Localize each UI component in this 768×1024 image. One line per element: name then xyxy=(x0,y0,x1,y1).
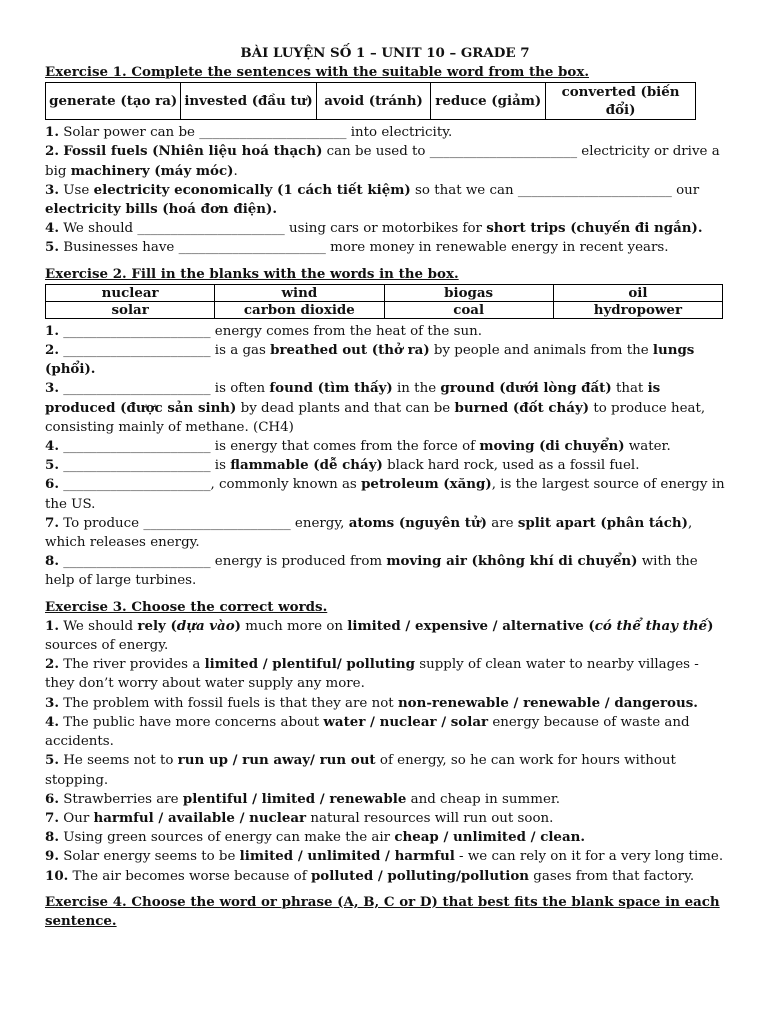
ex3-sentence-2 xyxy=(45,655,725,693)
exercise-2-heading: Exercise 2. Fill in the blanks with the words in the box. xyxy=(45,265,459,282)
sentence-text: water. xyxy=(624,439,671,455)
sentence-text: with the help of large turbines. xyxy=(45,554,698,589)
sentence-text: Solar power can be xyxy=(58,125,200,141)
word-box-cell: converted (biến đổi) xyxy=(546,83,696,120)
ex2-sentence-8 xyxy=(45,552,725,590)
sentence-text: natural resources will run out soon. xyxy=(306,810,554,826)
vocab-bold: atoms (nguyên tử) xyxy=(348,514,487,531)
vocab-bold: electricity economically (1 cách tiết kiệm) xyxy=(93,181,411,198)
word-box-cell: generate (tạo ra) xyxy=(46,83,181,120)
word-box-cell: avoid (tránh) xyxy=(316,83,431,120)
vocab-bold: moving (di chuyển) xyxy=(479,438,625,455)
ex3-sentence-5 xyxy=(45,751,725,789)
word-box-cell: oil xyxy=(553,284,722,301)
word-choices[interactable]: limited / unlimited / harmful xyxy=(239,848,455,865)
vocab-bold: petroleum (xăng) xyxy=(361,476,492,493)
sentence-text: and cheap in summer. xyxy=(406,791,561,807)
word-box-cell: hydropower xyxy=(553,301,722,318)
ex2-sentence-4 xyxy=(45,437,725,456)
sentence-text: are xyxy=(486,515,518,531)
item-number: 3. xyxy=(45,380,59,397)
word-choices[interactable]: harmful / available / nuclear xyxy=(93,809,307,826)
sentence-text: by dead plants and that can be xyxy=(236,400,455,416)
answer-blank[interactable]: ______________________ xyxy=(137,221,285,237)
sentence-text: sources of energy. xyxy=(45,638,169,654)
exercise-4-heading: Exercise 4. Choose the word or phrase (A, B, C or D) that best fits the blank space in each sentence. xyxy=(45,893,720,929)
vocab-bold: lungs (phổi). xyxy=(45,342,695,378)
vocab-bold: breathed out (thở ra) xyxy=(270,342,430,359)
answer-blank[interactable]: ______________________ xyxy=(178,240,326,256)
vocab-bold: machinery (máy móc) xyxy=(70,162,234,179)
ex2-sentence-3 xyxy=(45,379,725,437)
item-number: 8. xyxy=(45,829,59,846)
sentence-text: energy is produced from xyxy=(210,554,387,570)
ex1-sentence-3 xyxy=(45,181,725,219)
sentence-text: Our xyxy=(58,810,94,826)
item-number: 2. xyxy=(45,143,59,160)
sentence-text: The river provides a xyxy=(58,657,205,673)
word-box-cell: carbon dioxide xyxy=(215,301,384,318)
item-number: 9. xyxy=(45,848,59,865)
item-number: 4. xyxy=(45,220,59,237)
sentence-text: energy, xyxy=(290,515,349,531)
item-number: 1. xyxy=(45,124,59,141)
sentence-text: by people and animals from the xyxy=(429,343,653,359)
word-box-cell: nuclear xyxy=(46,284,215,301)
sentence-text: that xyxy=(611,381,648,397)
item-number: 5. xyxy=(45,457,59,474)
exercise-3-heading: Exercise 3. Choose the correct words. xyxy=(45,598,328,615)
vocab-bold: is produced (được sản sinh) xyxy=(45,380,661,416)
sentence-text: much more on xyxy=(241,618,348,634)
sentence-text: of energy, so he can work for hours without stopping. xyxy=(45,753,676,788)
item-number: 3. xyxy=(45,694,59,711)
ex2-sentence-6 xyxy=(45,475,725,513)
sentence-text: Strawberries are xyxy=(58,791,183,807)
item-number: 4. xyxy=(45,438,59,455)
sentence-text: Businesses have xyxy=(58,240,179,256)
word-box-cell: solar xyxy=(46,301,215,318)
answer-blank[interactable]: ______________________ xyxy=(63,343,211,359)
sentence-text: energy because of waste and accidents. xyxy=(45,714,690,750)
sentence-text: , commonly known as xyxy=(210,477,362,493)
sentence-text: is a gas xyxy=(210,343,271,359)
word-choices[interactable]: non-renewable / renewable / dangerous. xyxy=(397,694,698,711)
ex3-sentence-10 xyxy=(45,867,725,886)
ex3-sentence-7 xyxy=(45,809,725,828)
word-choices[interactable]: limited / plentiful/ polluting xyxy=(204,656,415,673)
worksheet-title: BÀI LUYỆN SỐ 1 – UNIT 10 – GRADE 7 xyxy=(240,45,530,61)
sentence-text: - we can rely on it for a very long time. xyxy=(454,849,724,865)
vocab-bold: flammable (dễ cháy) xyxy=(230,457,383,474)
answer-blank[interactable]: ______________________ xyxy=(143,515,291,531)
sentence-text: The public have more concerns about xyxy=(58,714,324,730)
sentence-text: can be used to xyxy=(322,144,430,160)
ex3-sentence-4 xyxy=(45,713,725,751)
sentence-text: more money in renewable energy in recent years. xyxy=(325,240,669,256)
word-box-cell: biogas xyxy=(384,284,553,301)
answer-blank[interactable]: ______________________ xyxy=(63,323,211,339)
ex2-sentence-5 xyxy=(45,456,725,475)
ex3-sentence-9 xyxy=(45,847,725,866)
sentence-text: , is the largest source of energy in the US. xyxy=(45,477,725,512)
ex1-sentence-4 xyxy=(45,219,725,238)
sentence-text: using cars or motorbikes for xyxy=(284,221,487,237)
vocab-bold: ) xyxy=(707,617,714,634)
word-box-cell: reduce (giảm) xyxy=(431,83,546,120)
ex1-sentence-1 xyxy=(45,123,725,142)
answer-blank[interactable]: ______________________ xyxy=(429,144,578,160)
ex2-sentence-7 xyxy=(45,514,725,552)
vocab-bold: Fossil fuels (Nhiên liệu hoá thạch) xyxy=(63,143,323,160)
sentence-text: The problem with fossil fuels is that they are not xyxy=(58,695,398,711)
item-number: 3. xyxy=(45,181,59,198)
sentence-text: We should xyxy=(58,618,138,634)
sentence-text: supply of clean water to nearby villages - they don’t worry about water supply any more. xyxy=(45,657,699,692)
ex3-sentence-1 xyxy=(45,617,725,655)
item-number: 6. xyxy=(45,476,59,493)
sentence-text: is energy that comes from the force of xyxy=(210,439,480,455)
exercise-1-word-box xyxy=(45,82,696,120)
word-choices[interactable]: limited / expensive / alternative ( xyxy=(347,617,595,634)
ex2-sentence-1 xyxy=(45,322,725,341)
item-number: 10. xyxy=(45,867,69,884)
item-number: 2. xyxy=(45,342,59,359)
word-box-cell: coal xyxy=(384,301,553,318)
sentence-text: electricity or drive a big xyxy=(45,144,720,179)
sentence-text: Using green sources of energy can make the air xyxy=(58,830,395,846)
ex2-sentence-2 xyxy=(45,341,725,379)
sentence-text: energy comes from the heat of the sun. xyxy=(210,323,482,339)
word-choices[interactable]: water / nuclear / solar xyxy=(323,713,489,730)
word-box-cell: invested (đầu tư) xyxy=(181,83,316,120)
vocab-translation: có thể thay thế xyxy=(594,617,708,634)
item-number: 5. xyxy=(45,239,59,256)
sentence-text: Solar energy seems to be xyxy=(58,849,240,865)
vocab-bold: found (tìm thấy) xyxy=(269,380,393,397)
sentence-text: is xyxy=(210,458,231,474)
word-box-cell: wind xyxy=(215,284,384,301)
vocab-bold: ) xyxy=(234,617,242,634)
sentence-text: To produce xyxy=(58,515,144,531)
item-number: 1. xyxy=(45,617,59,634)
sentence-text: We should xyxy=(58,221,138,237)
ex3-sentence-6 xyxy=(45,790,725,809)
word-choices[interactable]: run up / run away/ run out xyxy=(177,752,376,769)
ex1-sentence-5 xyxy=(45,238,725,257)
vocab-bold: short trips (chuyến đi ngắn). xyxy=(486,220,703,237)
exercise-2-word-box xyxy=(45,284,723,319)
item-number: 1. xyxy=(45,322,59,339)
sentence-text: in the xyxy=(392,381,441,397)
word-choices[interactable]: plentiful / limited / renewable xyxy=(182,790,407,807)
item-number: 8. xyxy=(45,553,59,570)
vocab-bold: ground (dưới lòng đất) xyxy=(440,380,612,397)
answer-blank[interactable]: _______________________ xyxy=(517,182,672,198)
item-number: 6. xyxy=(45,790,59,807)
item-number: 2. xyxy=(45,656,59,673)
sentence-text: black hard rock, used as a fossil fuel. xyxy=(382,458,640,474)
word-choices[interactable]: cheap / unlimited / clean. xyxy=(394,829,586,846)
ex1-sentence-2 xyxy=(45,142,725,180)
vocab-bold: electricity bills (hoá đơn điện). xyxy=(45,201,278,218)
answer-blank[interactable]: ______________________ xyxy=(63,477,211,493)
vocab-bold: rely ( xyxy=(137,617,177,634)
vocab-bold: split apart (phân tách) xyxy=(517,514,688,531)
sentence-text: , which releases energy. xyxy=(45,515,693,551)
sentence-text: to produce heat, consisting mainly of methane. (CH4) xyxy=(45,400,706,435)
sentence-text: our xyxy=(671,182,700,198)
answer-blank[interactable]: ______________________ xyxy=(63,439,211,455)
sentence-text: gases from that factory. xyxy=(529,868,695,884)
item-number: 7. xyxy=(45,809,59,826)
answer-blank[interactable]: ______________________ xyxy=(199,125,347,141)
ex3-sentence-3 xyxy=(45,694,725,713)
sentence-text: into electricity. xyxy=(346,125,453,141)
sentence-text: He seems not to xyxy=(58,753,178,769)
exercise-1-heading: Exercise 1. Complete the sentences with the suitable word from the box. xyxy=(45,64,589,80)
answer-blank[interactable]: ______________________ xyxy=(63,554,211,570)
worksheet-page xyxy=(45,44,725,931)
answer-blank[interactable]: ______________________ xyxy=(63,381,211,397)
vocab-bold: moving air (không khí di chuyển) xyxy=(386,553,638,570)
sentence-text: Use xyxy=(58,182,94,198)
sentence-text: is often xyxy=(210,381,270,397)
vocab-translation: dựa vào xyxy=(176,617,235,634)
sentence-text: The air becomes worse because of xyxy=(68,868,311,884)
item-number: 5. xyxy=(45,752,59,769)
sentence-text: so that we can xyxy=(410,182,518,198)
answer-blank[interactable]: ______________________ xyxy=(63,458,211,474)
word-choices[interactable]: polluted / polluting/pollution xyxy=(310,867,530,884)
vocab-bold: burned (đốt cháy) xyxy=(454,399,590,416)
item-number: 7. xyxy=(45,514,59,531)
sentence-text: . xyxy=(233,163,238,179)
item-number: 4. xyxy=(45,713,59,730)
ex3-sentence-8 xyxy=(45,828,725,847)
